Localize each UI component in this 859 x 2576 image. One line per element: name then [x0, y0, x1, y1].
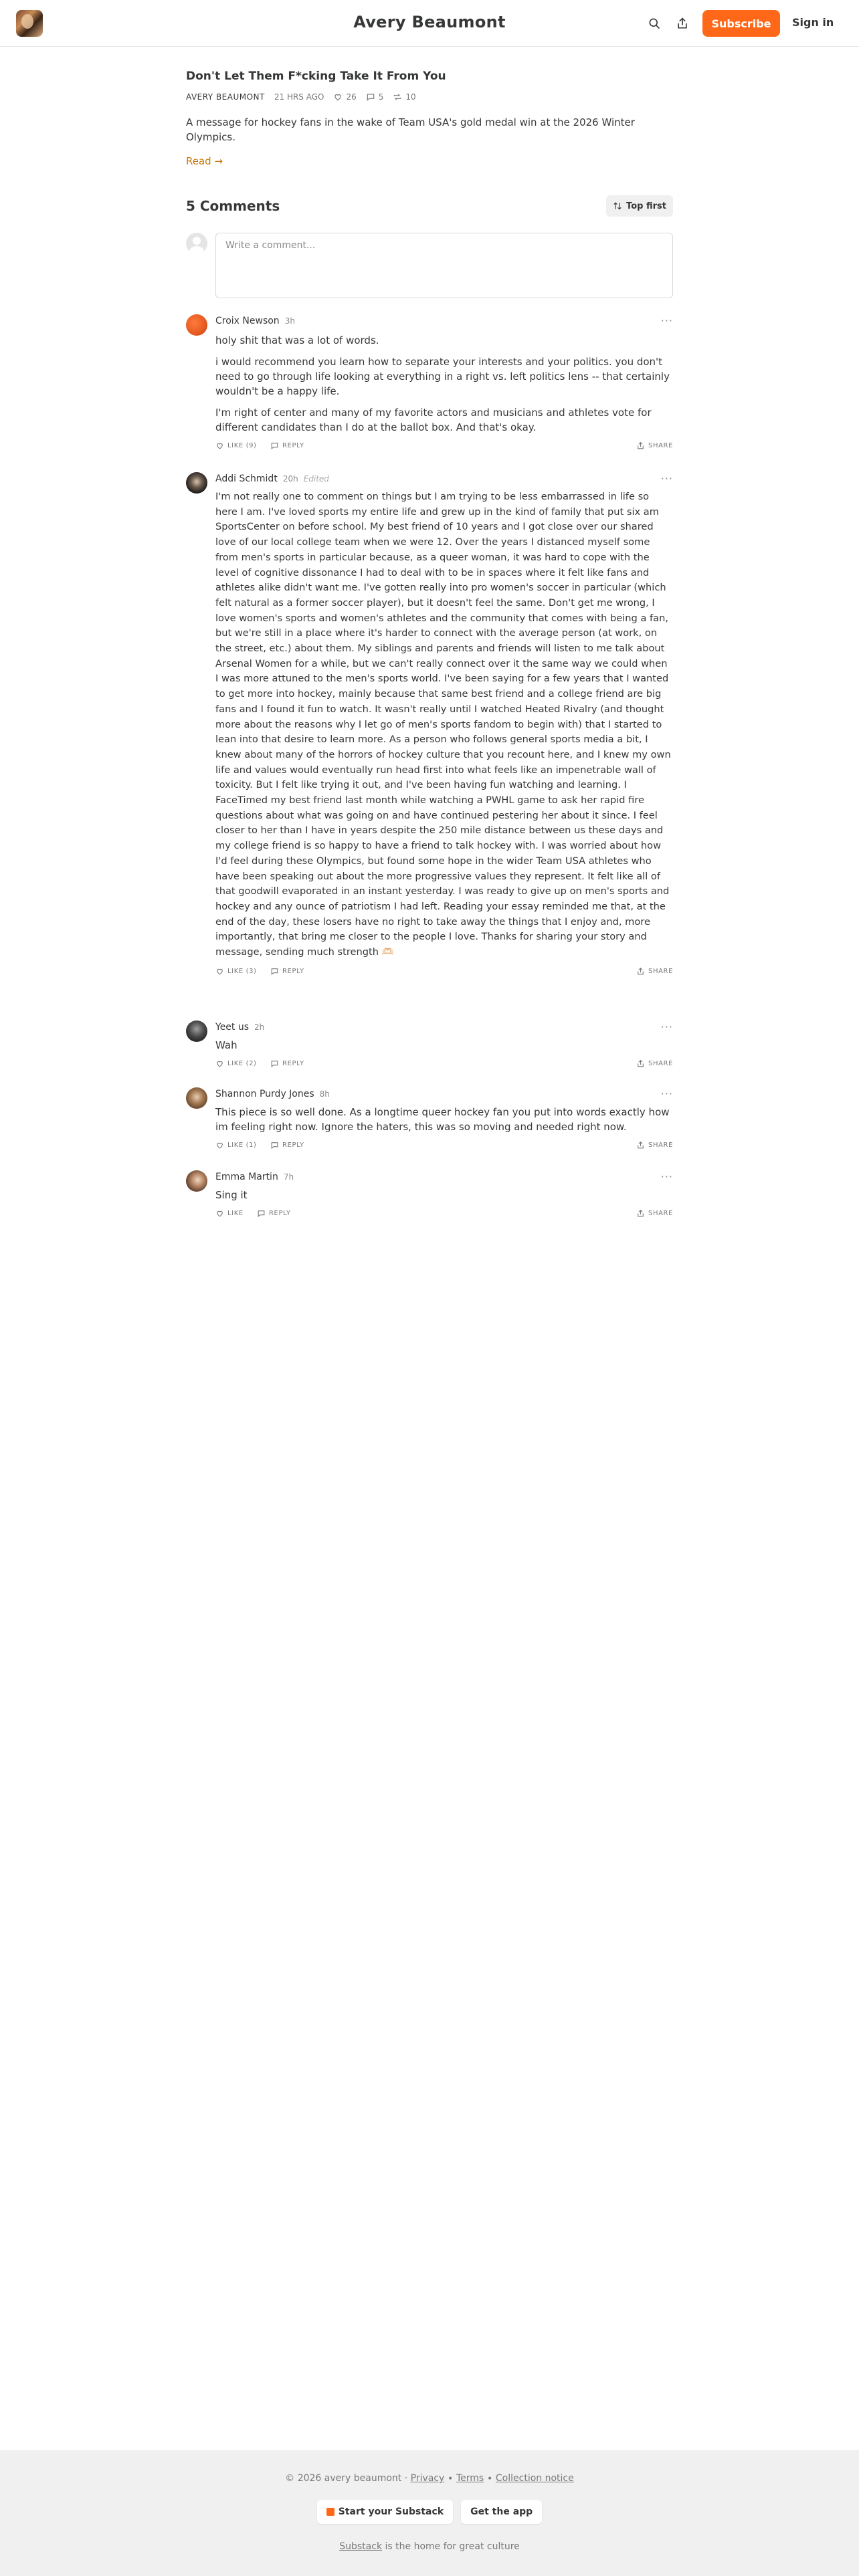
post-comments-count: 5 — [378, 92, 384, 102]
share-button[interactable] — [636, 1141, 673, 1150]
share-button[interactable] — [636, 1059, 673, 1068]
share-label: SHARE — [648, 442, 673, 449]
comment-time[interactable]: 7h — [283, 1172, 294, 1182]
comment-text — [215, 1038, 673, 1053]
like-button[interactable] — [215, 1059, 257, 1068]
post-restacks[interactable] — [393, 92, 415, 102]
like-button[interactable] — [215, 441, 257, 450]
post-subtitle: A message for hockey fans in the wake of Team USA's gold medal win at the 2026 Winter Olympics. — [186, 116, 635, 143]
share-label: SHARE — [648, 1060, 673, 1067]
reply-button[interactable] — [270, 967, 304, 976]
footer-links — [0, 2473, 859, 2484]
comment-icon — [270, 441, 279, 450]
comment-paragraph: This piece is so well done. As a longtime queer hockey fan you put into words exactly how im feeling right now. Ignore the haters, this was so moving and needed right now. — [215, 1106, 670, 1133]
comment-paragraph: Sing it — [215, 1189, 248, 1201]
footer — [0, 2450, 859, 2576]
comment-icon — [366, 92, 375, 102]
privacy-link[interactable]: Privacy — [410, 2473, 445, 2484]
user-avatar — [186, 233, 207, 254]
post-title[interactable]: Don't Let Them F*cking Take It From You — [186, 70, 446, 83]
share-button[interactable] — [636, 441, 673, 450]
comment-actions — [215, 1209, 673, 1220]
site-title[interactable]: Avery Beaumont — [353, 13, 506, 31]
reply-label: REPLY — [282, 442, 304, 449]
share-label: SHARE — [648, 967, 673, 975]
post-likes[interactable] — [333, 92, 356, 102]
footer-tagline — [0, 2541, 859, 2552]
comments-header — [186, 195, 673, 218]
like-label: LIKE (3) — [227, 967, 257, 975]
comment-paragraph: I'm right of center and many of my favorite actors and musicians and athletes vote for different candidates than I do at the ballot box. And that's okay. — [215, 407, 652, 433]
comment-text — [215, 1188, 673, 1202]
comment-author[interactable]: Yeet us — [215, 1022, 250, 1033]
sort-button[interactable] — [606, 195, 673, 217]
comment-actions — [215, 967, 673, 978]
share-icon[interactable] — [674, 15, 691, 32]
avatar[interactable] — [186, 314, 207, 336]
post-meta — [186, 92, 673, 102]
comment-actions — [215, 1059, 673, 1070]
comment-text — [215, 333, 673, 435]
share-icon — [636, 1141, 645, 1150]
reply-label: REPLY — [269, 1210, 291, 1217]
avatar[interactable] — [186, 472, 207, 494]
get-app-button[interactable] — [461, 2500, 542, 2524]
like-button[interactable] — [215, 967, 257, 976]
sign-in-button[interactable]: Sign in — [792, 16, 834, 29]
reply-label: REPLY — [282, 1142, 304, 1149]
comments-title: 5 Comments — [186, 198, 280, 214]
more-options-icon[interactable]: ··· — [660, 472, 673, 485]
avatar[interactable] — [186, 1087, 207, 1109]
heart-icon — [215, 441, 224, 450]
comment-paragraph: i would recommend you learn how to separate your interests and your politics. you don't need to go through life looking at everything in a right vs. left politics lens -- that certainly wouldn't be a happy life. — [215, 356, 670, 397]
comment-actions — [215, 1141, 673, 1152]
post-comments[interactable] — [366, 92, 384, 102]
share-icon — [636, 967, 645, 976]
comment-paragraph: I'm not really one to comment on things but I am trying to be less embarrassed in life so here I am. I've loved sports my entire life and grew up in the kind of family that put six am SportsCenter on before school. My best friend of 10 years and I got close over our shared love of our local college team when we were 12. Over the years I distanced myself some from men's sports in particular because, as a queer woman, it was hard to cope with the level of cognitive dissonance I had to deal with to be in spaces where it felt like fans and athletes alike didn't want me. I've gotten really into pro women's soccer in particular (which felt natural as a former soccer player), but it doesn't feel the same. Don't get me wrong, I love women's sports and women's athletes and the community that comes with being a fan, but we're still in a place where it's harder to connect with the average person (at work, on the street, etc.) about them. My siblings and parents and friends will listen to me talk about Arsenal Women for a while, but we can't really connect over it the same way we could when I was more attuned to the men's sports world. I've been saying for a few years that I wanted to get more into hockey, mainly because that same best friend and a college friend are big fans and I found it fun to watch. It wasn't really until I watched Heated Rivalry (and thought more about the reasons why I let go of men's sports fandom to begin with) that I started to lean into that desire to learn more. As a person who follows general sports media a bit, I knew about many of the horrors of hockey culture that you recount here, and I knew my own life and values would eventually run head first into what feels like an impenetrable wall of toxicity. But I felt like trying it out, and I've been having fun watching and learning. I FaceTimed my best friend last month while watching a PWHL game to ask her rapid fire questions about what was going on and have continued pestering her about it since. I feel closer to her than I have in years despite the 250 mile distance between us these days and my college friend is so happy to have a friend to talk hockey with. I was worried about how I'd feel during these Olympics, but found some hope in the wider Team USA athletes who have been speaking out about the more progressive values they represent. It felt like all of that goodwill evaporated in an instant yesterday. I was ready to give up on men's sports and hockey and any ounce of patriotism I had left. Reading your essay reminded me that, at the end of the day, these losers have no right to take away the things that I enjoy and, more importantly, that bring me closer to the people I love. Thanks for sharing your story and message, sending much strength 🫶🏻 — [215, 491, 671, 958]
more-options-icon[interactable]: ··· — [660, 1021, 673, 1033]
comment-author[interactable]: Croix Newson — [215, 316, 280, 326]
heart-icon — [215, 1059, 224, 1068]
post-restacks-count: 10 — [405, 92, 416, 102]
comment-time[interactable]: 3h — [284, 316, 295, 326]
comment-author[interactable]: Emma Martin — [215, 1172, 278, 1182]
heart-icon — [333, 92, 343, 102]
share-label: SHARE — [648, 1142, 673, 1149]
reply-button[interactable] — [270, 1059, 304, 1068]
comment-input[interactable] — [215, 233, 673, 298]
comment-author[interactable]: Addi Schmidt — [215, 473, 278, 484]
share-icon — [636, 441, 645, 450]
comment-author[interactable]: Shannon Purdy Jones — [215, 1089, 314, 1099]
heart-icon — [215, 967, 224, 976]
comment-actions — [215, 441, 673, 452]
avatar[interactable] — [186, 1021, 207, 1042]
start-substack-button[interactable] — [317, 2500, 453, 2524]
copyright-text: © 2026 avery beaumont · — [285, 2473, 408, 2484]
comment-time[interactable]: 8h — [319, 1089, 330, 1099]
like-button[interactable] — [215, 1209, 244, 1218]
more-options-icon[interactable]: ··· — [660, 1087, 673, 1100]
comment-icon — [270, 967, 279, 976]
post-likes-count: 26 — [346, 92, 357, 102]
search-icon[interactable] — [646, 15, 663, 32]
comment-icon — [257, 1209, 266, 1218]
reply-button[interactable] — [257, 1209, 291, 1218]
substack-link[interactable]: Substack — [339, 2541, 383, 2552]
comment-time[interactable]: 20h — [282, 474, 298, 484]
restack-icon — [393, 92, 402, 102]
get-app-label: Get the app — [470, 2506, 533, 2517]
start-substack-label: Start your Substack — [338, 2506, 444, 2517]
comment-text — [215, 1105, 673, 1134]
read-link[interactable]: Read → — [186, 155, 223, 167]
separator: ∙ — [447, 2473, 454, 2484]
like-label: LIKE (9) — [227, 442, 257, 449]
edited-label: Edited — [303, 474, 329, 484]
top-bar — [0, 0, 859, 47]
comment-icon — [270, 1141, 279, 1150]
comment-time[interactable]: 2h — [254, 1023, 265, 1032]
comment-paragraph: holy shit that was a lot of words. — [215, 334, 379, 346]
share-icon — [636, 1209, 645, 1218]
substack-logo-icon — [326, 2508, 335, 2516]
subscribe-button[interactable]: Subscribe — [702, 10, 780, 37]
share-icon — [636, 1059, 645, 1068]
reply-button[interactable] — [270, 1141, 304, 1150]
heart-icon — [215, 1209, 224, 1218]
sort-label: Top first — [626, 201, 666, 211]
comment-paragraph: Wah — [215, 1039, 237, 1051]
like-label: LIKE — [227, 1210, 244, 1217]
reply-label: REPLY — [282, 1060, 304, 1067]
share-label: SHARE — [648, 1210, 673, 1217]
comment-composer — [186, 233, 673, 300]
comment-icon — [270, 1059, 279, 1068]
more-options-icon[interactable]: ··· — [660, 1170, 673, 1183]
reply-label: REPLY — [282, 967, 304, 975]
collection-notice-link[interactable]: Collection notice — [495, 2473, 574, 2484]
like-label: LIKE (1) — [227, 1142, 257, 1149]
sort-icon — [613, 201, 622, 211]
terms-link[interactable]: Terms — [456, 2473, 484, 2484]
tagline-text: is the home for great culture — [382, 2541, 520, 2552]
share-button[interactable] — [636, 1209, 673, 1218]
comment-text — [215, 490, 673, 960]
avatar[interactable] — [186, 1170, 207, 1192]
heart-icon — [215, 1141, 224, 1150]
reply-button[interactable] — [270, 441, 304, 450]
separator: ∙ — [486, 2473, 493, 2484]
post-time: 21 HRS AGO — [274, 92, 324, 102]
like-label: LIKE (2) — [227, 1060, 257, 1067]
post-author[interactable]: AVERY BEAUMONT — [186, 92, 265, 102]
more-options-icon[interactable]: ··· — [660, 314, 673, 327]
post-summary — [186, 70, 673, 167]
footer-buttons — [0, 2500, 859, 2524]
share-button[interactable] — [636, 967, 673, 976]
like-button[interactable] — [215, 1141, 257, 1150]
